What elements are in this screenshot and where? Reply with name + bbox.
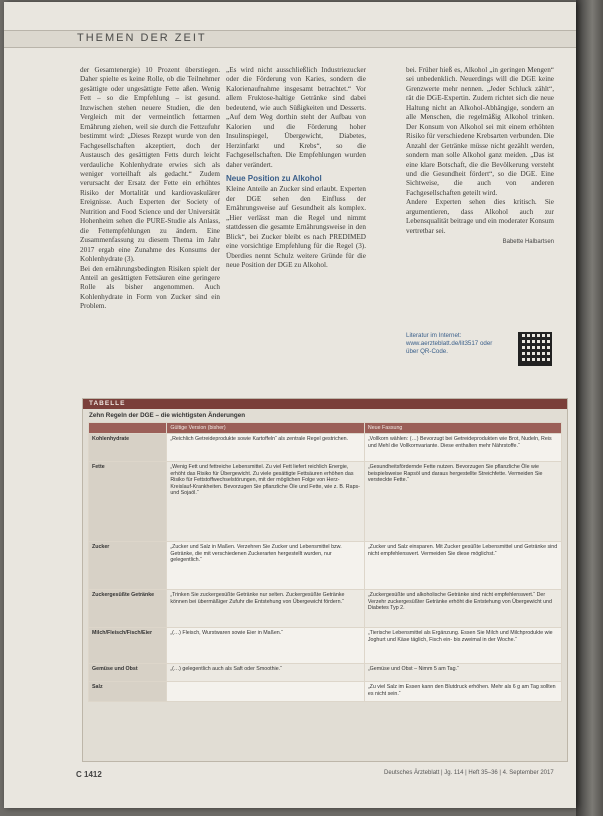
row-new: „Gemüse und Obst – Nimm 5 am Tag.“ [364, 664, 561, 682]
row-old [167, 682, 365, 702]
rules-table [88, 422, 562, 702]
row-topic: Fette [89, 462, 167, 542]
row-new: „Zucker und Salz einsparen. Mit Zucker gesüßte Lebensmittel und Getränke sind nicht empfehlenswert. Vermeiden Sie diese möglichst.“ [364, 542, 561, 590]
row-topic: Milch/Fleisch/Fisch/Eier [89, 628, 167, 664]
text-column-3 [406, 66, 554, 248]
rules-table-box [82, 398, 568, 762]
row-old: „Trinken Sie zuckergesüßte Getränke nur selten. Zuckergesüßte Getränke können bei übermäßiger Zufuhr die Entstehung von Übergewicht fördern.“ [167, 590, 365, 628]
row-old: „(…) Fleisch, Wurstwaren sowie Eier in Maßen.“ [167, 628, 365, 664]
row-old: „Reichlich Getreideprodukte sowie Kartoffeln“ als zentrale Regel gestrichen. [167, 434, 365, 462]
paragraph: „Es wird nicht ausschließlich Industriezucker oder die Förderung von Karies, sondern die Kalorienaufnahme insgesamt betrachtet.“ Vor allem Fruktose-haltige Getränke sind dabei bedeutend, wie auch Süßigkeiten und Desserts. „Auf dem Weg dorthin steht der Aufbau von Kalorien und die Förderung hoher Insulinspiegel, Übergewicht, Diabetes, Herzinfarkt und Krebs“, so die Fachgesellschaften. Die Empfehlungen wurden daher verändert. [226, 66, 366, 169]
row-new: „Vollkorn wählen: (…) Bevorzugt bei Getreideprodukten wie Brot, Nudeln, Reis und Mehl die Vollkornvariante. Diese enthalten mehr Nährstoffe.“ [364, 434, 561, 462]
table-row [89, 682, 562, 702]
row-old: „Zucker und Salz in Maßen. Verzehren Sie Zucker und Lebensmittel bzw. Getränke, die mit verschiedenen Zuckerarten hergestellt wurden, nur gelegentlich.“ [167, 542, 365, 590]
paragraph: Bei den ernährungsbedingten Risiken spielt der Anteil an gesättigten Fettsäuren eine geringere Rolle als bisher angenommen. Auch Kohlenhydrate in Form von Zucker sind ein Problem. [80, 264, 220, 311]
table-row [89, 590, 562, 628]
table-row [89, 434, 562, 462]
table-caption: Zehn Regeln der DGE – die wichtigsten Änderungen [89, 412, 246, 419]
row-topic: Zuckergesüßte Getränke [89, 590, 167, 628]
paragraph: der Gesamtenergie) 10 Prozent überstiegen. Daher spielte es keine Rolle, ob die Teilnehmer gesättigte oder ungesättigte Fette aßen. Wenig Fett – so die Empfehlung – ist gesund. Inzwischen stehen neuere Studien, die den Vergleich mit der vermeintlich fettarmen Ernährung ziehen, weil sie durch die Fettzufuhr bestimmt wird: „Dieses Rezept wurde von den Fachgesellschaften akzeptiert, doch der Austausch des gesättigten Fetts durch leicht verdauliche Kohlenhydrate erwies sich als weniger vorteilhaft als gedacht.“ Zudem verursacht der Ersatz der Fette ein erhöhtes Risiko der Mortalität und kardiovaskulärer Ereignisse. Auch Experten der Society of Nutrition and Food Science und der Universität Hohenheim sehen die PURE-Studie als Anlass, die Fettempfehlungen zu ändern. Eine Zusammenfassung zu diesem Thema im Jahr 2017 ergab eine Zunahme des Konsums der Kohlenhydrate (3). [80, 66, 220, 264]
row-topic: Gemüse und Obst [89, 664, 167, 682]
literature-link-text[interactable]: Literatur im Internet: www.aerzteblatt.de/lit3517 oder über QR-Code. [406, 332, 493, 355]
page-number: C 1412 [76, 770, 102, 779]
table-row [89, 664, 562, 682]
table-row [89, 542, 562, 590]
row-new: „Tierische Lebensmittel als Ergänzung. Essen Sie Milch und Milchprodukte wie Joghurt und Käse täglich, Fisch ein- bis zweimal in der Woche.“ [364, 628, 561, 664]
paragraph: Andere Experten sehen dies kritisch. Sie argumentieren, dass Alkohol auch zur Lebensqualität beitrage und ein moderater Konsum vertretbar sei. [406, 198, 554, 235]
text-column-1 [80, 66, 220, 312]
row-topic: Kohlenhydrate [89, 434, 167, 462]
row-old: „(…) gelegentlich auch als Saft oder Smoothie.“ [167, 664, 365, 682]
row-new: „Zuckergesüßte und alkoholische Getränke sind nicht empfehlenswert.“ Der Verzehr zuckergesüßter Getränke erhöht die Entstehung von Übergewicht und Diabetes Typ 2. [364, 590, 561, 628]
table-row [89, 462, 562, 542]
text-column-2 [226, 66, 366, 271]
table-header-row [89, 423, 562, 434]
subheading-alcohol: Neue Position zu Alkohol [226, 173, 322, 183]
author-credit: Babette Halbartsen [502, 239, 554, 246]
row-topic: Zucker [89, 542, 167, 590]
table-row [89, 628, 562, 664]
paragraph: Kleine Anteile an Zucker sind erlaubt. Experten der DGE sehen den Einfluss der Ernährungsweise auf Gesundheit als komplex. „Hier verlässt man die Regel und nimmt stattdessen die gesamte Ernährungsweise in den Blick“, bei Zucker bleibt es nach PREDIMED eine vorsichtige Empfehlung für die Regel (3). Überdies nennt Schulz weitere Gründe für die neue Position der DGE zu Alkohol. [226, 185, 366, 270]
table-header-cell: Gültige Version (bisher) [167, 423, 365, 434]
magazine-page [4, 2, 576, 808]
section-title: THEMEN DER ZEIT [77, 32, 207, 44]
row-old: „Wenig Fett und fettreiche Lebensmittel. Zu viel Fett liefert reichlich Energie, erhöht das Risiko für Übergewicht. Zu viele gesättigte Fettsäuren erhöhen das Risiko für Fettstoffwechselstörungen, mit der möglichen Folge von Herz-Kreislauf-Krankheiten. Bevorzugen Sie pflanzliche Öle und Fette, wie z. B. Raps- und Sojaöl.“ [167, 462, 365, 542]
table-header-cell [89, 423, 167, 434]
table-label: TABELLE [83, 399, 567, 409]
table-header-cell: Neue Fassung [364, 423, 561, 434]
row-new: „Zu viel Salz im Essen kann den Blutdruck erhöhen. Mehr als 6 g am Tag sollten es nicht sein.“ [364, 682, 561, 702]
literature-qr-box [406, 332, 556, 378]
qr-code-icon[interactable] [518, 332, 552, 366]
magazine-binding [576, 0, 603, 816]
row-new: „Gesundheitsfördernde Fette nutzen. Bevorzugen Sie pflanzliche Öle wie beispielsweise Rapsöl und daraus hergestellte Streichfette. Vermeiden Sie versteckte Fette.“ [364, 462, 561, 542]
publication-info: Deutsches Ärzteblatt | Jg. 114 | Heft 35–36 | 4. September 2017 [384, 770, 554, 776]
paragraph: bei. Früher hieß es, Alkohol „in geringen Mengen“ sei unbedenklich. Neuerdings will die DGE keine Grenzwerte mehr nennen. „Jeder Schluck zählt“, rät die DGE-Expertin. Zudem richtet sich die neue Haltung nicht an Alkohol-Abhängige, sondern an alle Menschen, die regelmäßig Alkohol trinken. Der Konsum von Alkohol sei mit einem erhöhten Risiko für verschiedene Krebsarten verbunden. Die Anzahl der Getränke müsse nicht gezählt werden, sondern man solle Alkohol ganz meiden. „Das ist eine klare Botschaft, die die Bevölkerung versteht und die Gesundheit fördert“, so die DGE. Eine Sichtweise, die auch von anderen Fachgesellschaften geteilt wird. [406, 66, 554, 197]
row-topic: Salz [89, 682, 167, 702]
